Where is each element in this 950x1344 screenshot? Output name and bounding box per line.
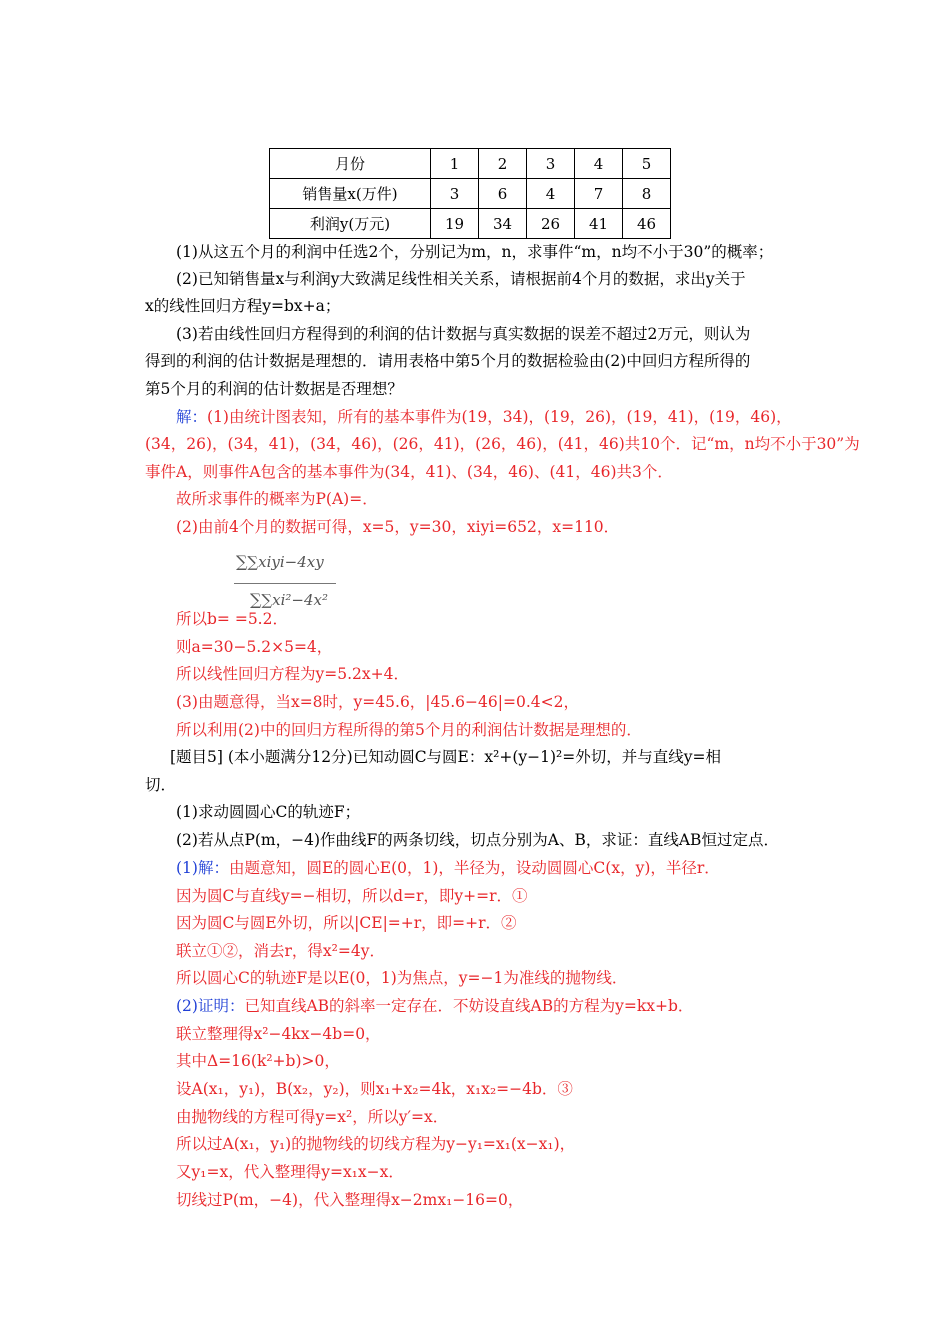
solution-line: 又y₁=x，代入整理得y=x₁x−x． <box>176 1163 404 1181</box>
solution-line: 故所求事件的概率为P(A)=． <box>176 490 378 508</box>
solution-label: (2)证明： <box>176 997 245 1015</box>
solution-text: (1)由统计图表知，所有的基本事件为(19，34)，(19，26)，(19，41)，(19，46)， <box>207 408 792 426</box>
table-cell: 月份 <box>270 149 431 179</box>
table-cell: 3 <box>431 179 479 209</box>
table-cell: 1 <box>431 149 479 179</box>
solution-line: 切线过P(m，−4)，代入整理得x−2mx₁−16=0， <box>176 1191 524 1209</box>
solution-text: 由题意知，圆E的圆心E(0，1)，半径为，设动圆圆心C(x，y)，半径r． <box>228 859 720 877</box>
table-row <box>270 179 671 209</box>
solution-line: 事件A，则事件A包含的基本事件为(34，41)、(34，46)、(41，46)共3个． <box>145 463 673 481</box>
sigma-icon: ∑ <box>236 552 248 571</box>
table-cell: 6 <box>479 179 527 209</box>
solution-line: 所以b= =5.2． <box>176 610 288 628</box>
solution-line: 所以过A(x₁，y₁)的抛物线的切线方程为y−y₁=x₁(x−x₁)， <box>176 1135 576 1153</box>
table-cell: 34 <box>479 209 527 239</box>
data-table <box>269 148 671 239</box>
solution-line: 所以线性回归方程为y=5.2x+4． <box>176 665 409 683</box>
solution-line: (2)由前4个月的数据可得，x=5，y=30，xiyi=652，x=110． <box>176 518 620 536</box>
table-row <box>270 149 671 179</box>
question-line: x的线性回归方程y=bx+a； <box>145 297 341 315</box>
table-cell: 销售量x(万件) <box>270 179 431 209</box>
table-cell: 19 <box>431 209 479 239</box>
fraction-numerator: ∑∑xiyi−4xy <box>236 552 324 571</box>
table-cell: 41 <box>575 209 623 239</box>
table-cell: 26 <box>527 209 575 239</box>
table-cell: 5 <box>623 149 671 179</box>
table-cell: 8 <box>623 179 671 209</box>
solution-line: 其中Δ=16(k²+b)>0， <box>176 1052 340 1070</box>
solution-line: 因为圆C与圆E外切，所以|CE|=+r，即=+r．② <box>176 914 517 932</box>
solution-label: 解： <box>176 408 208 426</box>
sigma-icon: ∑ <box>250 590 262 609</box>
solution-line: 联立整理得x²−4kx−4b=0， <box>176 1025 381 1043</box>
question-line: (1)从这五个月的利润中任选2个，分别记为m，n，求事件“m，n均不小于30”的概率； <box>176 243 774 261</box>
solution-line: 设A(x₁，y₁)，B(x₂，y₂)，则x₁+x₂=4k，x₁x₂=−4b．③ <box>176 1080 573 1098</box>
fraction-denominator: ∑∑xi²−4x² <box>250 590 328 609</box>
fraction-bar <box>234 583 336 584</box>
solution-line: 由抛物线的方程可得y=x²，所以y′=x． <box>176 1108 449 1126</box>
solution-line: 因为圆C与直线y=−相切，所以d=r，即y+=r．① <box>176 887 528 905</box>
table-cell: 4 <box>575 149 623 179</box>
problem-line: (2)若从点P(m，−4)作曲线F的两条切线，切点分别为A、B，求证：直线AB恒过定点． <box>176 831 779 849</box>
table-cell: 4 <box>527 179 575 209</box>
table-cell: 利润y(万元) <box>270 209 431 239</box>
solution-line <box>176 407 792 427</box>
question-line: 第5个月的利润的估计数据是否理想？ <box>145 380 403 398</box>
problem-line: [题目5] (本小题满分12分)已知动圆C与圆E：x²+(y−1)²=外切，并与直线y=相 <box>170 748 721 766</box>
solution-line <box>176 996 693 1016</box>
question-line: 得到的利润的估计数据是理想的．请用表格中第5个月的数据检验由(2)中回归方程所得的 <box>145 352 751 370</box>
solution-line: 所以圆心C的轨迹F是以E(0，1)为焦点，y=−1为准线的抛物线． <box>176 969 628 987</box>
question-line: (3)若由线性回归方程得到的利润的估计数据与真实数据的误差不超过2万元，则认为 <box>176 325 751 343</box>
problem-line: 切． <box>145 776 177 794</box>
solution-line: (34，26)，(34，41)，(34，46)，(26，41)，(26，46)，(41，46)共10个．记“m，n均不小于30”为 <box>145 435 860 453</box>
problem-line: (1)求动圆圆心C的轨迹F； <box>176 803 361 821</box>
solution-line <box>176 858 720 878</box>
solution-line: 联立①②，消去r，得x²=4y． <box>176 942 385 960</box>
table-cell: 7 <box>575 179 623 209</box>
solution-text: 已知直线AB的斜率一定存在．不妨设直线AB的方程为y=kx+b． <box>244 997 694 1015</box>
solution-line: (3)由题意得，当x=8时，y=45.6，|45.6−46|=0.4<2， <box>176 693 579 711</box>
table-cell: 46 <box>623 209 671 239</box>
table-cell: 3 <box>527 149 575 179</box>
solution-line: 所以利用(2)中的回归方程所得的第5个月的利润估计数据是理想的． <box>176 721 642 739</box>
solution-line: 则a=30−5.2×5=4， <box>176 638 333 656</box>
table-cell: 2 <box>479 149 527 179</box>
table-row <box>270 209 671 239</box>
solution-label: (1)解： <box>176 859 229 877</box>
question-line: (2)已知销售量x与利润y大致满足线性相关关系，请根据前4个月的数据，求出y关于 <box>176 270 746 288</box>
